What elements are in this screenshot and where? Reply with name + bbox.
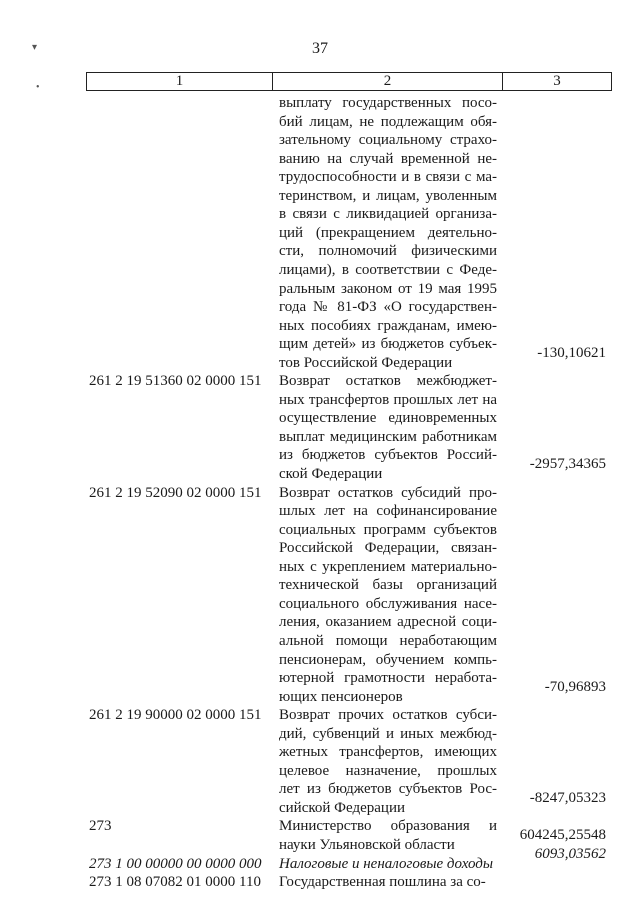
amount: -2957,34365 — [529, 456, 606, 472]
page-number: 37 — [312, 40, 328, 57]
description-line: ютерной грамотности неработа- — [279, 670, 497, 687]
column-header-3: 3 — [553, 73, 561, 89]
description-line: ных с укреплением материально- — [279, 558, 497, 575]
description-line: Возврат остатков межбюджет- — [279, 373, 497, 390]
description-line: шлых лет на софинансирование — [279, 503, 497, 520]
budget-code: 273 — [89, 818, 112, 835]
description-line: Министерство образования и — [279, 818, 497, 835]
column-header-1: 1 — [87, 73, 273, 90]
amount: -70,96893 — [544, 678, 606, 695]
description-line: выплату государственных посо- — [279, 95, 497, 111]
description-line: осуществление единовременных — [279, 410, 497, 427]
table-header — [86, 72, 612, 91]
description-line: социального обслуживания насе- — [279, 595, 497, 612]
description-line: сти, полномочий физическими — [279, 243, 497, 260]
description-line: ных пособиях гражданам, имею- — [279, 317, 497, 334]
budget-code: 261 2 19 90000 02 0000 151 — [89, 707, 262, 724]
amount: 6093,03562 — [534, 845, 606, 862]
description-line: из бюджетов субъектов Россий- — [279, 447, 497, 464]
description-line: Российской Федерации, связан- — [279, 540, 497, 557]
description-line: лицами), в соответствии с Феде- — [279, 261, 497, 278]
description-line: ванию на случай временной не- — [279, 150, 497, 167]
description-line: пенсионерам, обучением компь- — [279, 651, 497, 668]
description-line: Возврат остатков субсидий про- — [279, 484, 497, 501]
description-line: жетных трансфертов, имеющих — [279, 744, 497, 761]
amount: -130,10621 — [537, 344, 606, 361]
description-line: ской Федерации — [279, 466, 383, 482]
description-line: лет из бюджетов субъектов Рос- — [279, 781, 497, 798]
amount: -8247,05323 — [529, 789, 606, 806]
margin-mark-side: • — [36, 82, 40, 93]
budget-code: 261 2 19 51360 02 0000 151 — [89, 373, 262, 390]
description-line: науки Ульяновской области — [279, 837, 455, 853]
description-line: социальных программ субъектов — [279, 521, 497, 538]
description-line: ющих пенсионеров — [279, 688, 403, 705]
description-line: технической базы организаций — [279, 577, 497, 594]
description-line: Государственная пошлина за со- — [279, 874, 486, 891]
description-line: Налоговые и неналоговые доходы — [279, 855, 494, 872]
column-header-2: 2 — [273, 73, 503, 90]
description-line: теринством, и лицам, уволенным — [279, 187, 497, 204]
budget-code: 261 2 19 52090 02 0000 151 — [89, 484, 262, 501]
description-line: ций (прекращением деятельно- — [279, 224, 497, 241]
description-line: в связи с ликвидацией организа- — [279, 206, 497, 223]
description-line: сийской Федерации — [279, 799, 406, 816]
description-line: трудоспособности и в связи с ма- — [279, 169, 497, 186]
description-line: Возврат прочих остатков субси- — [279, 707, 497, 724]
description-line: тов Российской Федерации — [279, 354, 453, 371]
margin-mark-top: ▾ — [32, 42, 38, 53]
description-line: ления, оказанием адресной соци- — [279, 614, 497, 631]
description-line: ральным законом от 19 мая 1995 — [279, 280, 497, 297]
budget-code: 273 1 08 07082 01 0000 110 — [89, 874, 261, 891]
description-line: выплат медицинским работникам — [279, 428, 497, 445]
description-line: зательному социальному страхо- — [279, 132, 497, 149]
description-line: года № 81-ФЗ «О государствен- — [279, 299, 497, 316]
description-line: бий лицам, не подлежащим обя- — [279, 113, 497, 130]
description-line: ных трансфертов прошлых лет на — [279, 391, 497, 408]
description-line: альной помощи неработающим — [279, 632, 497, 649]
description-line: щим детей» из бюджетов субъек- — [279, 336, 497, 353]
description-line: дий, субвенций и иных межбюд- — [279, 725, 497, 742]
amount: 604245,25548 — [519, 827, 606, 843]
budget-code: 273 1 00 00000 00 0000 000 — [89, 855, 262, 872]
description-line: целевое назначение, прошлых — [279, 762, 497, 779]
